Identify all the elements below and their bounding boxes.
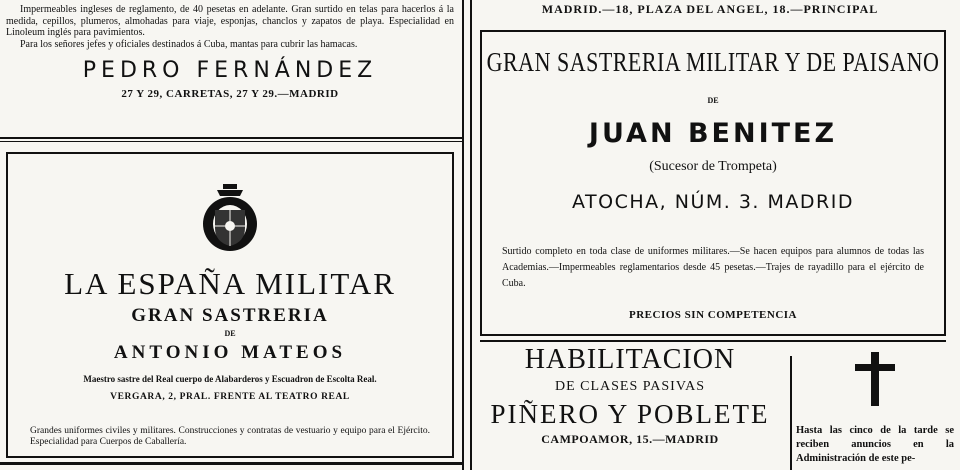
- shop-title: LA ESPAÑA MILITAR: [64, 266, 396, 301]
- owner-name: ANTONIO MATEOS: [113, 342, 347, 363]
- owner-role: Maestro sastre del Real cuerpo de Alabarderos y Escuadron de Escolta Real.: [83, 374, 377, 384]
- shop-services: Grandes uniformes civiles y militares. Construcciones y contratas de vestuario y equipo para el Ejército. Especialidad para Cuerpos de Caballería.: [30, 426, 430, 447]
- shop-services: Surtido completo en toda clase de uniformes militares.—Se hacen equipos para alumnos de todas las Academias.—Impermeables reglamentarios desde 45 pesetas.—Trajes de rayadillo para el ejército de Cuba.: [502, 246, 924, 289]
- firm-address: CAMPOAMOR, 15.—MADRID: [541, 432, 719, 446]
- center-column-rule: [470, 0, 472, 470]
- notice-text: Hasta las cinco de la tarde se reciben anuncios en la Administración de este pe-: [796, 425, 954, 464]
- price-note: PRECIOS SIN COMPETENCIA: [629, 309, 797, 321]
- shop-address: VERGARA, 2, PRAL. FRENTE AL TEATRO REAL: [110, 392, 350, 402]
- de-label: DE: [224, 329, 236, 338]
- royal-coat-of-arms-icon: [199, 182, 261, 254]
- successor-note: (Sucesor de Trompeta): [649, 159, 777, 174]
- top-left-bottom-rule-2: [0, 141, 462, 142]
- merchant-name: PEDRO FERNÁNDEZ: [82, 58, 378, 83]
- shop-title: GRAN SASTRERIA MILITAR Y DE PAISANO: [486, 46, 940, 78]
- left-ad-bottom-rule: [0, 462, 462, 465]
- shop-address: ATOCHA, NÚM. 3. MADRID: [572, 191, 854, 213]
- ad-description-2: Para los señores jefes y oficiales destinados á Cuba, mantas para cubrir las hamacas.: [20, 38, 358, 50]
- bottom-mid-ad: [474, 344, 786, 447]
- habilitacion-subtitle: DE CLASES PASIVAS: [554, 379, 706, 394]
- ad-description: Impermeables ingleses de reglamento, de 40 pesetas en adelante. Gran surtido en telas para hacerlos á la medida, cepillos, plumeros, almohadas para viaje, esponjas, chanclos y zapatos de playa. Especialidad en Linoleum inglés para pavimientos.: [6, 4, 454, 38]
- de-label: DE: [707, 96, 719, 105]
- habilitacion-title: HABILITACION: [524, 344, 736, 375]
- shop-subtitle: GRAN SASTRERIA: [131, 305, 329, 326]
- latin-cross-icon: [852, 350, 898, 408]
- bottom-right-notice: [796, 350, 954, 466]
- right-main-ad: [480, 30, 946, 336]
- left-column-rule: [462, 0, 464, 470]
- right-header: MADRID.—18, PLAZA DEL ANGEL, 18.—PRINCIPAL: [541, 2, 879, 16]
- firm-name: PIÑERO Y POBLETE: [490, 399, 770, 429]
- merchant-address: 27 Y 29, CARRETAS, 27 Y 29.—MADRID: [121, 88, 339, 100]
- left-main-ad: [6, 152, 454, 458]
- top-left-ad: [6, 4, 454, 100]
- bottom-right-column-rule: [790, 356, 792, 470]
- top-left-bottom-rule: [0, 137, 462, 139]
- owner-name: JUAN BENITEZ: [588, 118, 838, 149]
- right-ad-bottom-rule: [480, 340, 946, 342]
